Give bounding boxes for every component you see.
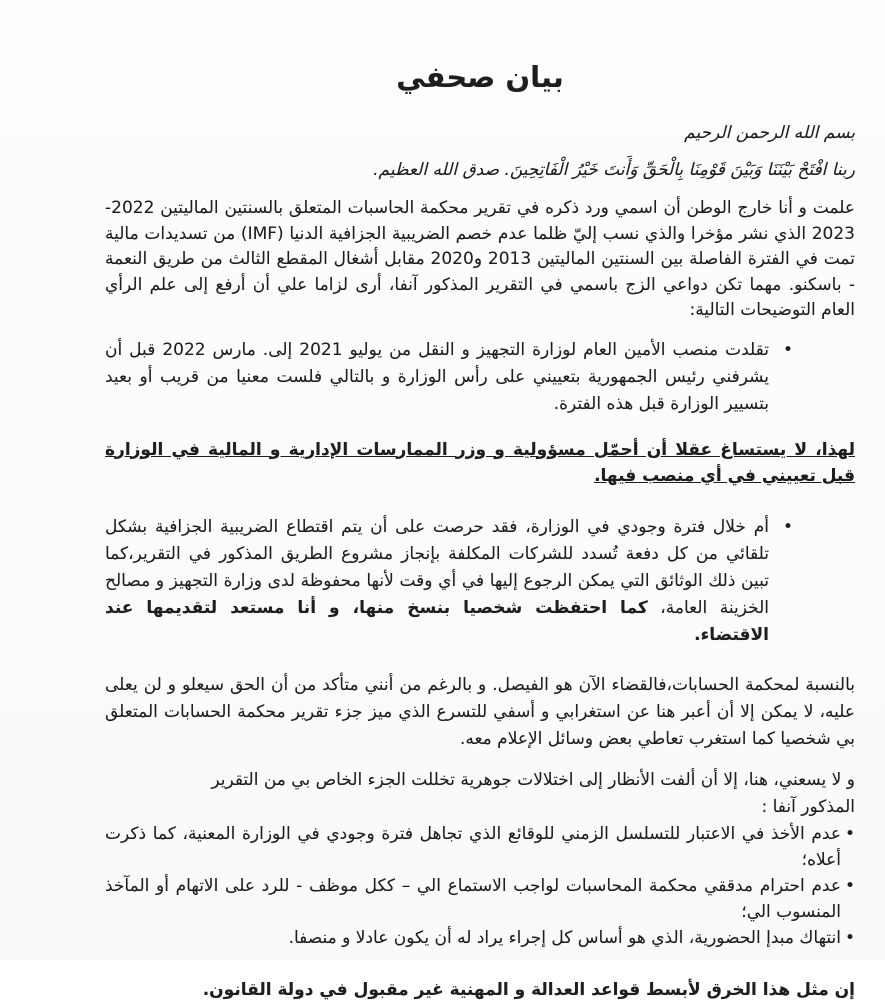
- bullet-item-tenure: [105, 337, 793, 418]
- bullet-dot-icon: •: [844, 875, 855, 896]
- flaws-intro-line2: المذكور آنفا :: [761, 796, 855, 817]
- bullet-dot-icon: •: [844, 927, 855, 948]
- quran-verse-line: ربنا افْتَحْ بَيْنَنَا وَبَيْنَ قَوْمِنَا بِالْحَقِّ وَأَنتَ خَيْرُ الْفَاتِحِينَ. صدق الله العظيم.: [373, 160, 855, 180]
- court-of-accounts-paragraph: بالنسبة لمحكمة الحسابات،فالقضاء الآن هو الفيصل. و بالرغم من أنني متأكد من أن الحق سيعلو و لن يعلى عليه، لا يمكن إلا أن أعبر هنا عن استغرابي و أسفي للتسرع الذي ميز جزء تقرير محكمة الحسابات المتعلق بي شخصيا كما استغرب تعاطي بعض وسائل الإعلام معه.: [105, 674, 855, 749]
- flaw-item-adversarial-principle-text: انتهاك مبدإ الحضورية، الذي هو أساس كل إجراء يراد له أن يكون عادلا و منصفا.: [288, 927, 841, 948]
- bullet-list-second: [105, 514, 855, 649]
- bullet-dot-icon: •: [782, 339, 793, 360]
- bullet-item-tenure-text: تقلدت منصب الأمين العام لوزارة التجهيز و النقل من يوليو 2021 إلى. مارس 2022 قبل أن يشرفني رئيس الجمهورية بتعييني على رأس الوزارة و بالتالي فلست معنيا من قريب أو بعيد بتسيير الوزارة قبل هذه الفترة.: [105, 339, 770, 414]
- document-title: بيان صحفي: [396, 60, 564, 94]
- intro-paragraph: علمت و أنا خارج الوطن أن اسمي ورد ذكره في تقرير محكمة الحاسبات المتعلق بالسنتين الماليتين 2022-2023 الذي نشر مؤخرا والذي نسب إليّ ظلما عدم خصم الضريبية الجزافية الدنيا (IMF) من تسديدات مالية تمت في الفترة الفاصلة بين السنتين الماليتين 2013 و2020 مقابل أشغال المقطع الثالث من طريق النعمة - باسكنو. مهما تكن دواعي الزج باسمي في التقرير المذكور آنفا، أرى لزاما علي أن أرفع إلى علم الرأي العام التوضيحات التالية:: [105, 198, 855, 320]
- flaw-item-adversarial-principle: [105, 925, 855, 951]
- flaws-intro-line1: و لا يسعني، هنا، إلا أن ألفت الأنظار إلى اختلالات جوهرية تخللت الجزء الخاص بي من التقرير: [211, 769, 855, 790]
- flaws-bullet-list: [105, 821, 855, 951]
- bullet-item-tax-regular-text: أم خلال فترة وجودي في الوزارة، فقد حرصت على أن يتم اقتطاع الضريبية الجزافية بشكل تلقائي من كل دفعة تُسدد للشركات المكلفة بإنجاز مشروع الطريق المذكور في التقرير،كما تبين ذلك الوثائق التي يمكن الرجوع إليها في أي وقت لأنها محفوظة لدى وزارة التجهيز و مصالح الخزينة العامة،: [105, 516, 770, 618]
- bullet-list-first: [105, 337, 855, 418]
- closing-statement: إن مثل هذا الخرق لأبسط قواعد العدالة و المهنية غير مقبول في دولة القانون.: [202, 979, 855, 1000]
- emphasis-underlined-paragraph: لهذا، لا يستساغ عقلا أن أحمّل مسؤولية و وزر الممارسات الإدارية و المالية في الوزارة قبل تعييني في أي منصب فيها.: [105, 439, 855, 486]
- flaw-item-chronology: [105, 821, 855, 873]
- bullet-item-tax-bold-text: كما احتفظت شخصيا بنسخ منها، و أنا مستعد لتقديمها عند الاقتضاء.: [105, 597, 769, 645]
- flaw-item-hearing-duty: [105, 873, 855, 925]
- basmala-line: بسم الله الرحمن الرحيم: [684, 123, 855, 143]
- bullet-item-tax-deduction: [105, 514, 793, 649]
- flaw-item-chronology-text: عدم الأخذ في الاعتبار للتسلسل الزمني للوقائع الذي تجاهل فترة وجودي في الوزارة المعنية، كما ذكرت أعلاه؛: [105, 823, 841, 870]
- bullet-dot-icon: •: [844, 823, 855, 844]
- flaws-intro-paragraph: [105, 767, 855, 821]
- bullet-dot-icon: •: [782, 516, 793, 537]
- flaw-item-hearing-duty-text: عدم احترام مدققي محكمة المحاسبات لواجب الاستماع الي – ككل موظف - للرد على الاتهام أو المآخذ المنسوب الي؛: [105, 875, 841, 922]
